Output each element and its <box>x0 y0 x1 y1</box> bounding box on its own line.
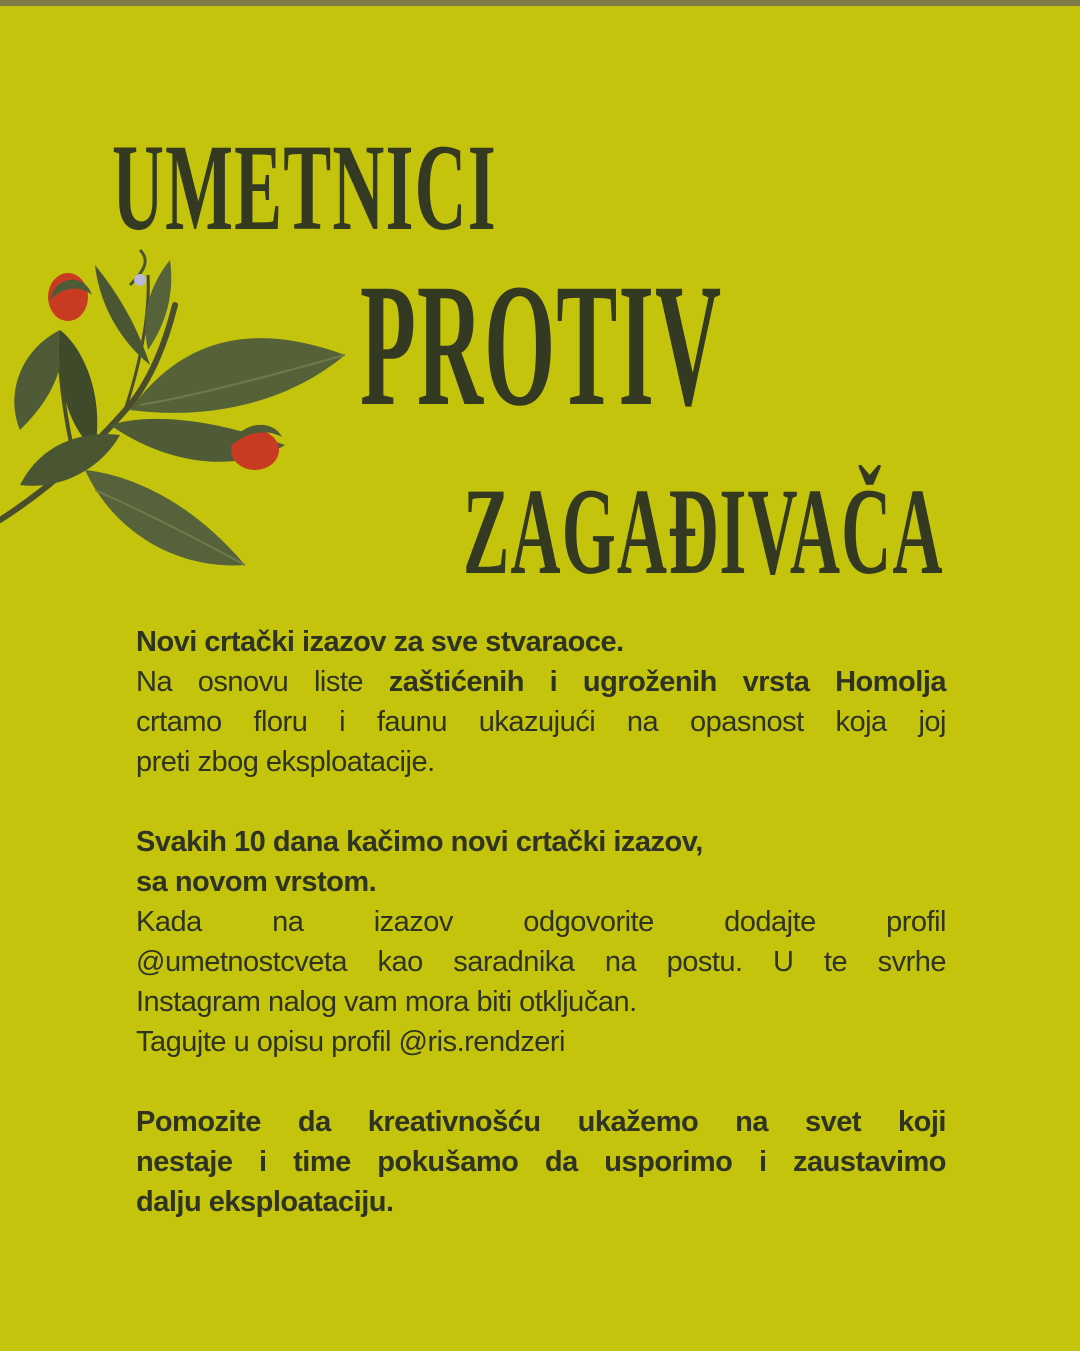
rules-line-3: Instagram nalog vam mora biti otključan. <box>136 986 637 1018</box>
intro-line-1 <box>136 662 946 702</box>
rules-line-1: Kada na izazov odgovorite dodajte profil <box>136 906 946 938</box>
closing-line-2: nestaje i time pokušamo da usporimo i zaustavimo <box>136 1146 946 1178</box>
intro-line-2: crtamo floru i faunu ukazujući na opasnost koja joj <box>136 706 946 738</box>
body-text <box>136 622 946 1222</box>
plant-branch-icon <box>0 245 360 605</box>
rules-heading-1: Svakih 10 dana kačimo novi crtački izazov, <box>136 826 703 858</box>
rules-heading-2: sa novom vrstom. <box>136 866 377 898</box>
top-border <box>0 0 1080 6</box>
intro-line-1-prefix: Na osnovu liste <box>136 666 389 698</box>
rules-line-4: Tagujte u opisu profil @ris.rendzeri <box>136 1026 565 1058</box>
title-line-protiv: PROTIV <box>360 248 723 443</box>
title-line-umetnici: UMETNICI <box>112 119 497 256</box>
closing-line-1: Pomozite da kreativnošću ukažemo na svet koji <box>136 1106 946 1138</box>
closing-paragraph <box>136 1102 946 1222</box>
rules-paragraph <box>136 822 946 1062</box>
intro-line-3: preti zbog eksploatacije. <box>136 746 435 778</box>
rules-line-2: @umetnostcveta kao saradnika na postu. U te svrhe <box>136 946 946 978</box>
intro-heading: Novi crtački izazov za sve stvaraoce. <box>136 626 624 658</box>
protected-species-text: zaštićenih i ugroženih vrsta Homolja <box>388 666 946 698</box>
intro-paragraph <box>136 622 946 782</box>
title-line-zagadivaca: ZAGAĐIVAČA <box>463 463 944 600</box>
closing-line-3: dalju eksploataciju. <box>136 1186 394 1218</box>
